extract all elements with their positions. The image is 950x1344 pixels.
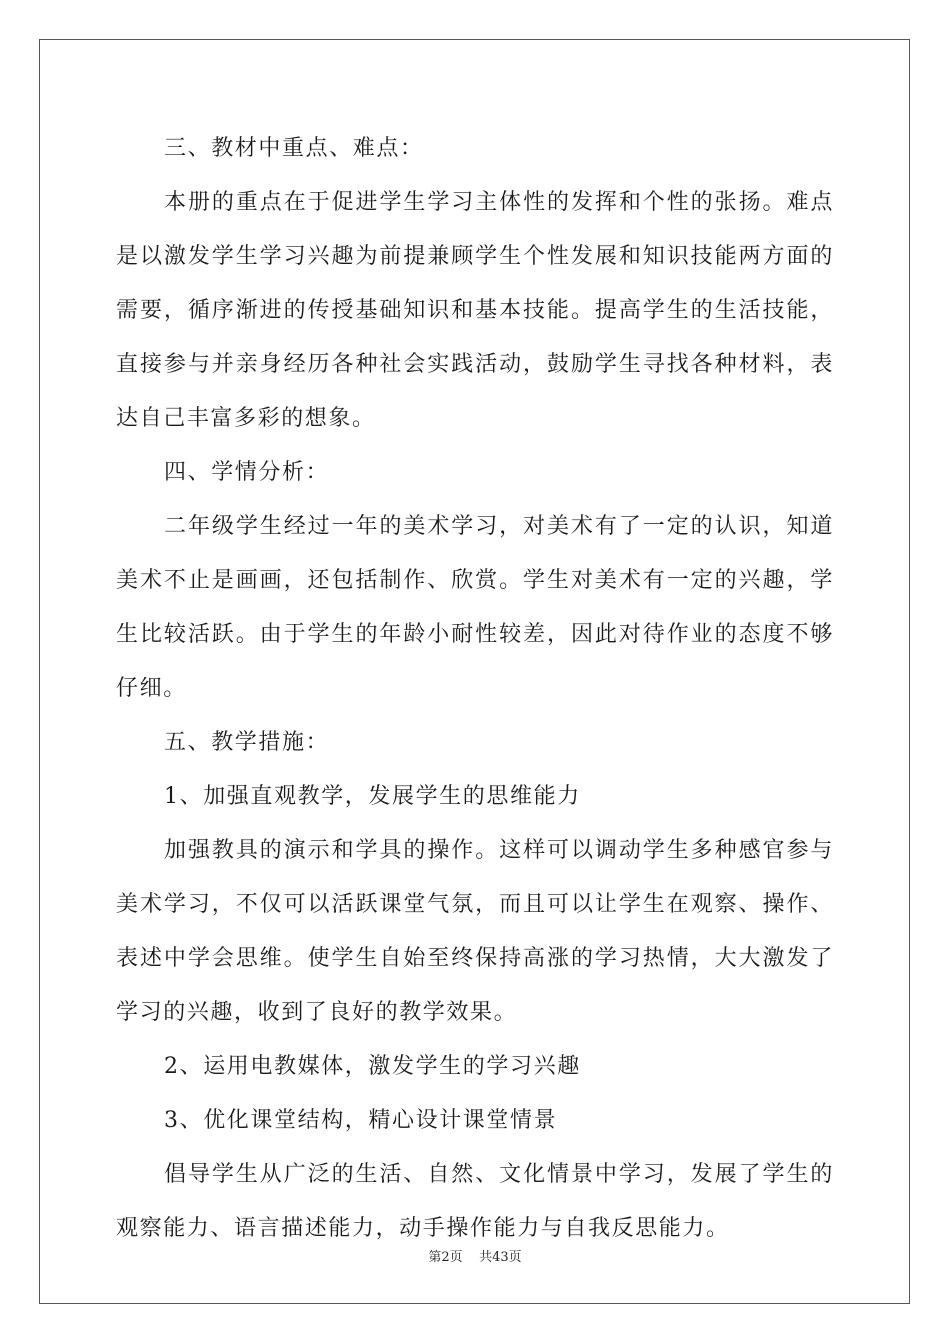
- page-footer: [0, 1246, 950, 1265]
- measure-item-2: 2、运用电教媒体，激发学生的学习兴趣: [164, 1054, 581, 1079]
- page-total: 共43页: [479, 1250, 522, 1265]
- paragraph-key-points: 本册的重点在于促进学生学习主体性的发挥和个性的张扬。难点是以激发学生学习兴趣为前提兼顾学生个性发展和知识技能两方面的需要，循序渐进的传授基础知识和基本技能。提高学生的生活技能，直接参与并亲身经历各种社会实践活动，鼓励学生寻找各种材料，表达自己丰富多彩的想象。: [116, 190, 834, 431]
- document-body: [116, 122, 834, 1256]
- measure-item-1: 1、加强直观教学，发展学生的思维能力: [164, 784, 581, 809]
- section-heading-student-analysis: 四、学情分析：: [164, 460, 330, 485]
- section-heading-key-points: 三、教材中重点、难点：: [164, 136, 424, 161]
- section-heading-teaching-measures: 五、教学措施：: [164, 730, 330, 755]
- paragraph-measure-3: 倡导学生从广泛的生活、自然、文化情景中学习，发展了学生的观察能力、语言描述能力，动手操作能力与自我反思能力。: [116, 1162, 834, 1241]
- page-number: 第2页: [428, 1250, 463, 1265]
- paragraph-student-analysis: 二年级学生经过一年的美术学习，对美术有了一定的认识，知道美术不止是画画，还包括制作、欣赏。学生对美术有一定的兴趣，学生比较活跃。由于学生的年龄小耐性较差，因此对待作业的态度不够仔细。: [116, 514, 834, 701]
- paragraph-measure-1: 加强教具的演示和学具的操作。这样可以调动学生多种感官参与美术学习，不仅可以活跃课堂气氛，而且可以让学生在观察、操作、表述中学会思维。使学生自始至终保持高涨的学习热情，大大激发了学习的兴趣，收到了良好的教学效果。: [116, 838, 834, 1025]
- measure-item-3: 3、优化课堂结构，精心设计课堂情景: [164, 1108, 558, 1133]
